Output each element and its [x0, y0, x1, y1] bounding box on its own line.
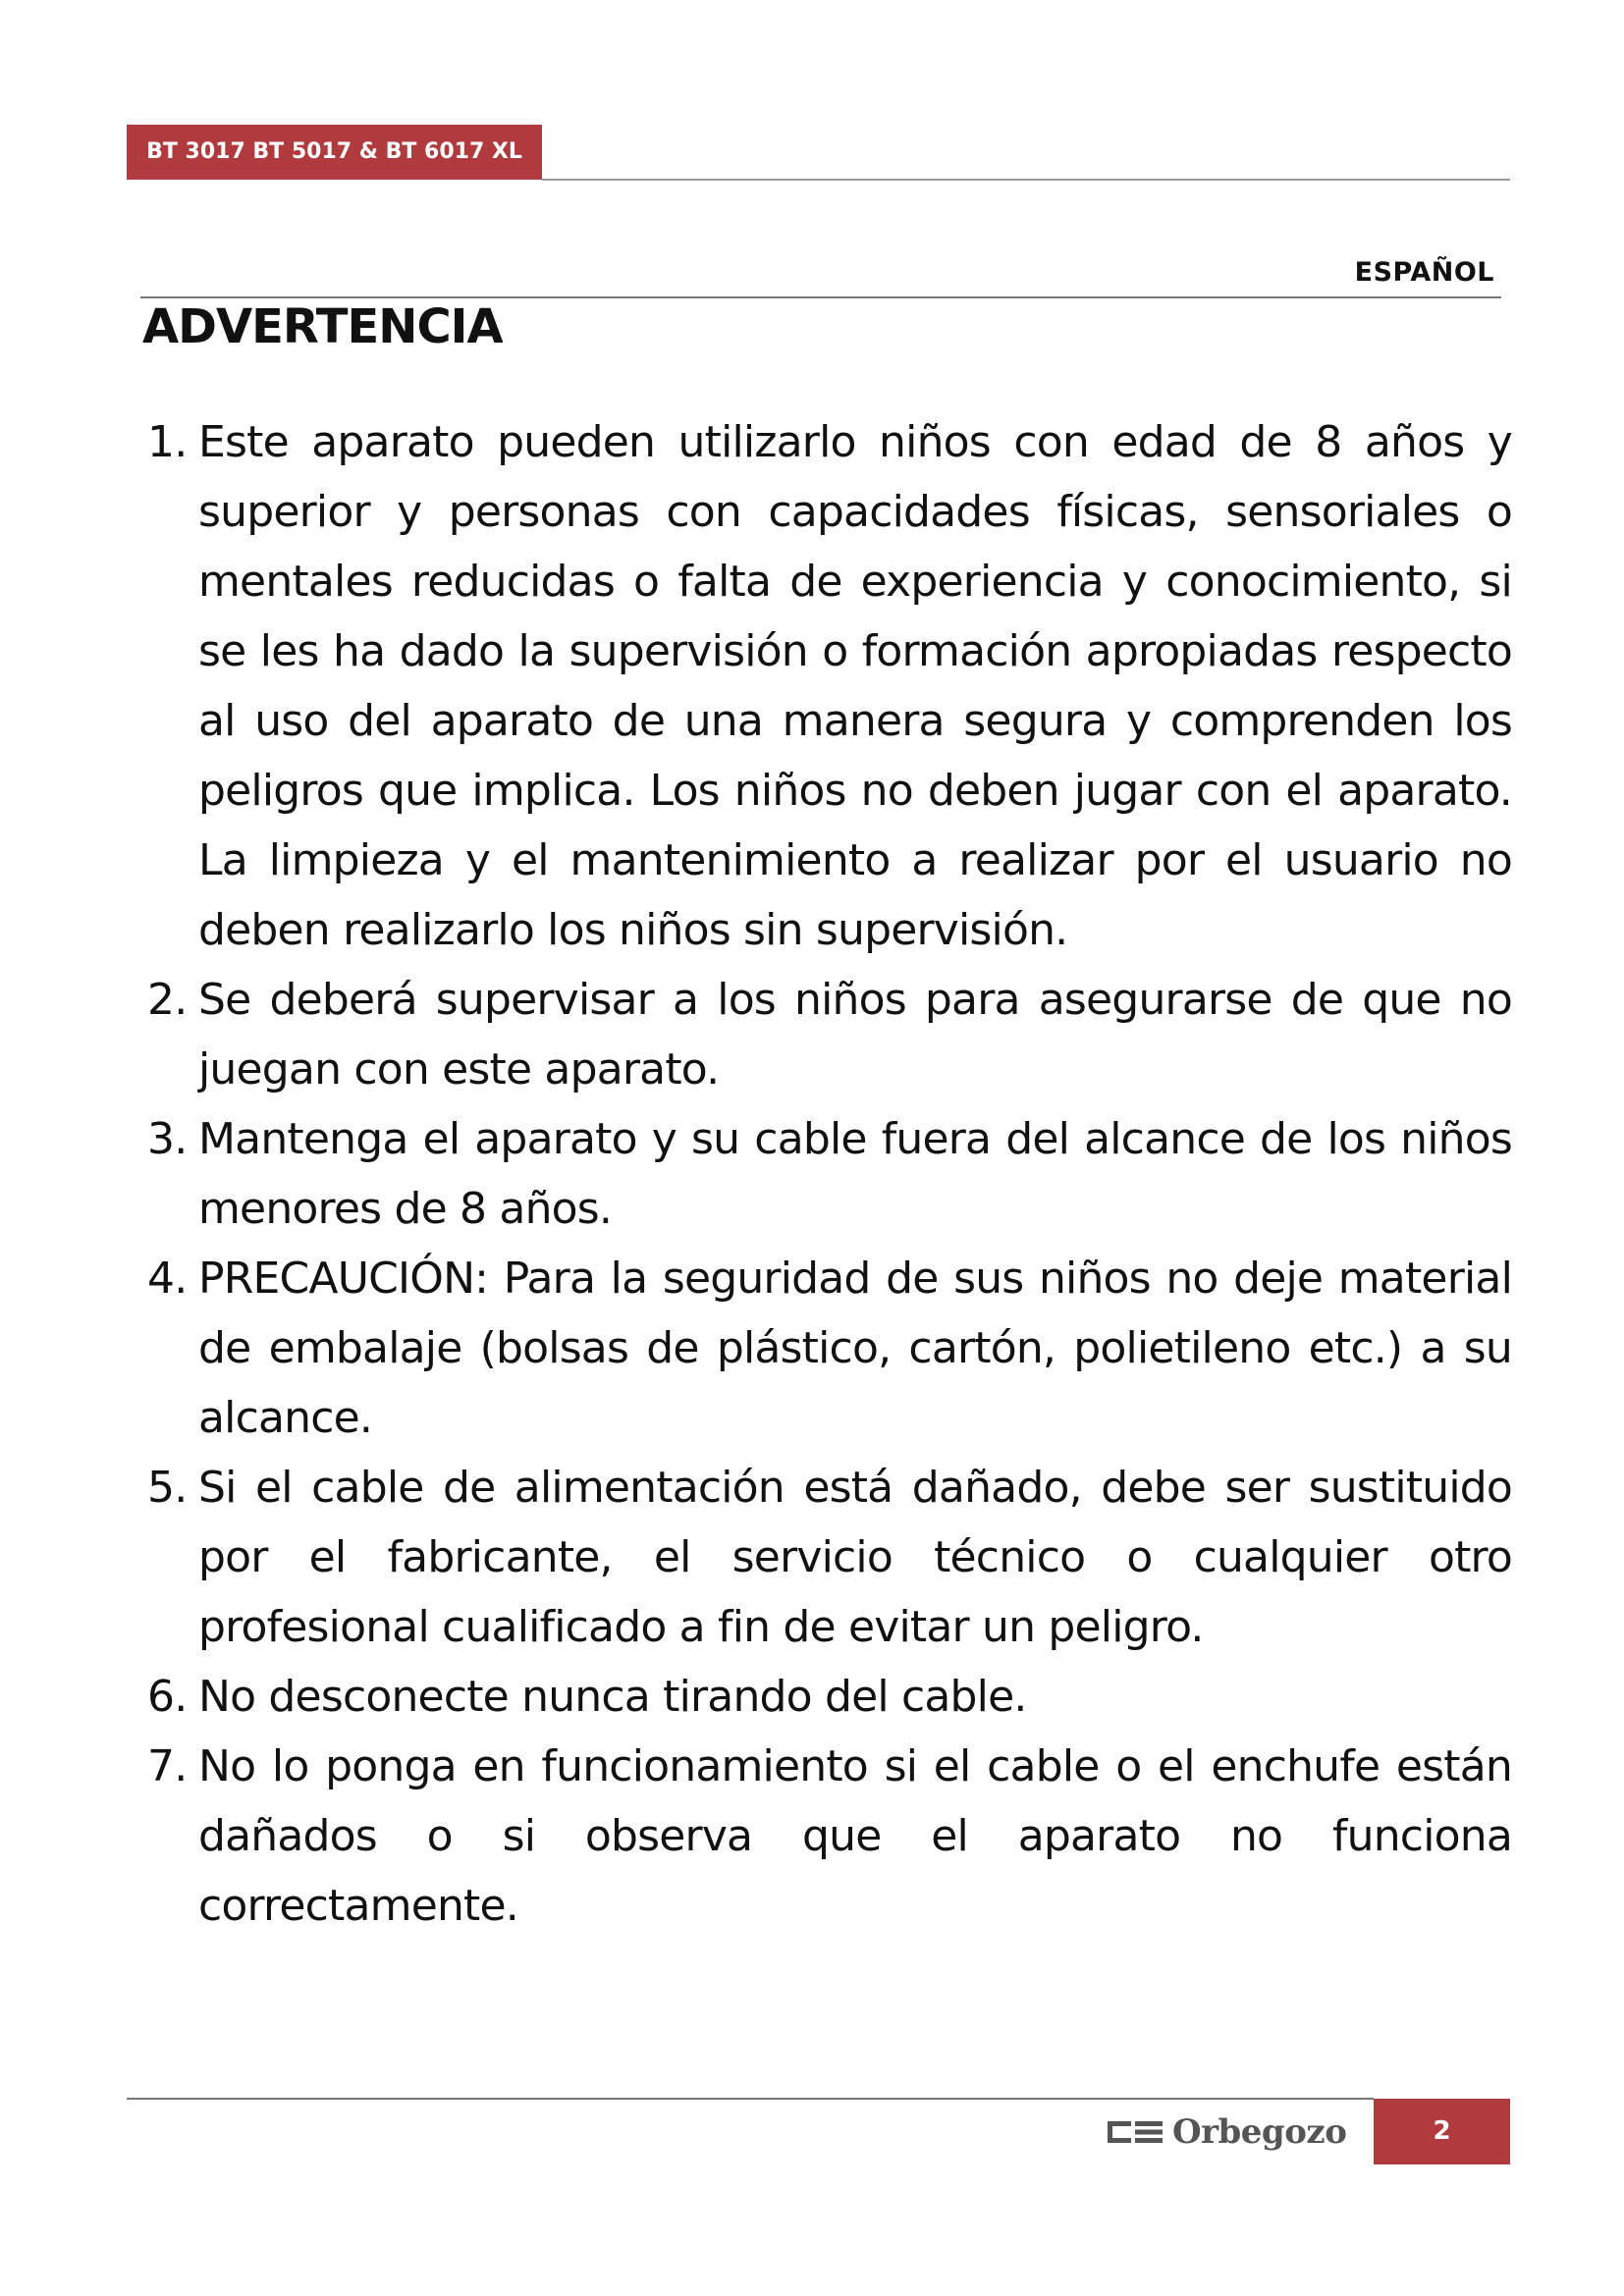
warning-item [147, 1732, 1512, 1941]
model-header-tab: BT 3017 BT 5017 & BT 6017 XL [127, 125, 542, 180]
warning-number: 1. [147, 417, 188, 467]
warning-item [147, 965, 1512, 1104]
warning-item [147, 407, 1512, 965]
language-divider [140, 296, 1501, 298]
warning-number: 6. [147, 1672, 188, 1722]
warning-text: No lo ponga en funcionamiento si el cable o el enchufe están dañados o si observa que el aparato no funciona correctamente. [198, 1741, 1512, 1931]
warning-item [147, 1244, 1512, 1453]
warning-number: 7. [147, 1741, 188, 1791]
warning-item [147, 1662, 1512, 1732]
language-label: ESPAÑOL [1354, 257, 1494, 288]
warning-number: 2. [147, 975, 188, 1025]
page-number: 2 [1374, 2099, 1510, 2164]
warning-text: Mantenga el aparato y su cable fuera del alcance de los niños menores de 8 años. [198, 1114, 1512, 1234]
warning-text: Si el cable de alimentación está dañado, debe ser sustituido por el fabricante, el servicio técnico o cualquier otro profesional cualificado a fin de evitar un peligro. [198, 1463, 1512, 1652]
warning-text: Este aparato pueden utilizarlo niños con edad de 8 años y superior y personas con capacidades físicas, sensoriales o mentales reducidas o falta de experiencia y conocimiento, si se les ha dado la supervisión o formación apropiadas respecto al uso del aparato de una manera segura y comprenden los peligros que implica. Los niños no deben jugar con el aparato. La limpieza y el mantenimiento a realizar por el usuario no deben realizarlo los niños sin supervisión. [198, 417, 1512, 955]
warnings-list [147, 407, 1512, 1941]
warning-number: 3. [147, 1114, 188, 1164]
warning-item [147, 1104, 1512, 1244]
footer-divider [127, 2098, 1374, 2100]
warning-text: PRECAUCIÓN: Para la seguridad de sus niños no deje material de embalaje (bolsas de plástico, cartón, polietileno etc.) a su alcance. [198, 1254, 1512, 1443]
header-divider [542, 179, 1510, 181]
warning-number: 4. [147, 1254, 188, 1304]
warning-number: 5. [147, 1463, 188, 1513]
warning-text: Se deberá supervisar a los niños para asegurarse de que no juegan con este aparato. [198, 975, 1512, 1095]
brand-name: Orbegozo [1172, 2112, 1347, 2152]
orbegozo-logo-icon [1106, 2117, 1164, 2147]
brand-logo [1106, 2110, 1346, 2154]
warning-item [147, 1453, 1512, 1662]
warning-text: No desconecte nunca tirando del cable. [198, 1672, 1027, 1722]
page-title: ADVERTENCIA [142, 299, 503, 354]
